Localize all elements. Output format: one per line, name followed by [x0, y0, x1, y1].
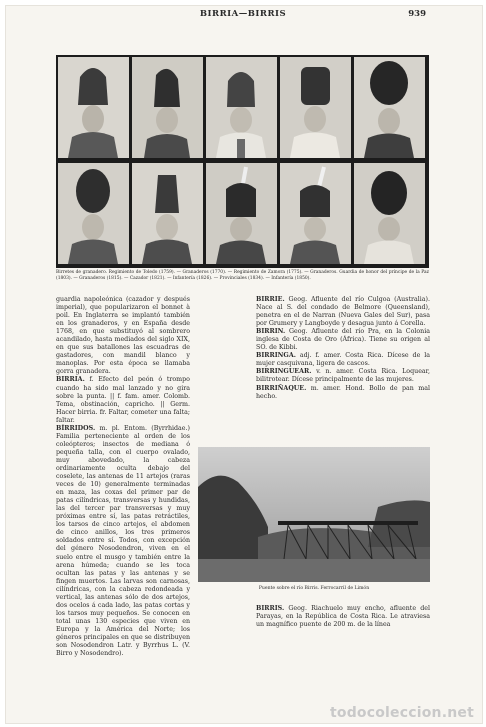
paragraph-guardia	[56, 296, 190, 376]
plate-figure	[132, 163, 203, 264]
entry-birrinaque	[256, 385, 430, 401]
definition: Geog. Afluente del río Pra, en la Colonia inglesa de Costa de Oro (África). Tiene su origen al SO. de Kibbi.	[256, 328, 430, 352]
headword: BIRRINGA.	[256, 352, 296, 360]
definition: Geog. Riachuelo muy encho, afluente del Parayas, en la República de Costa Rica. Le atraviesa un magnífico puente de 200 m. de la línea	[256, 605, 430, 629]
bridge-photo	[198, 447, 430, 582]
headword: BIRRIÑAQUE.	[256, 384, 307, 392]
photo-caption: Puente sobre el río Birris. Ferrocarril de Limón	[258, 586, 370, 591]
page-number: 939	[408, 9, 426, 19]
entry-birria	[56, 376, 190, 424]
plate-figure	[58, 57, 129, 158]
headword: BÍRRIDOS.	[56, 424, 96, 432]
plate-caption: Birretes de granadero. Regimiento de Toledo (1759). — Granaderos (1770). — Regimiento de Zamora (1775). — Granaderos. Guardia de honor del príncipe de la Paz (1803). — Granaderos (1815). — Cazador (1821). — Infantería (1826). — Provinciales (1834). — Infantería (1850).	[56, 270, 429, 282]
entry-birringuear	[256, 368, 430, 384]
entry-birringa	[256, 352, 430, 368]
definition: f. Efecto del peón ó trompo cuando ha sido mal lanzado y no gira sobre la punta. || f. fam. amer. Colomb. Tema, obstinación, capricho. || Germ. Hacer birria. fr. Faltar, cometer una falta; faltar.	[56, 376, 190, 424]
definition: adj. f. amer. Costa Rica. Dícese de la mujer casquivana, ligera de cascos.	[256, 352, 430, 368]
plate-figure	[280, 57, 351, 158]
definition: v. n. amer. Costa Rica. Loquear, bilitrotear. Dícese principalmente de las mujeres.	[256, 368, 430, 384]
plate-figure	[206, 57, 277, 158]
running-title: BIRRIA—BIRRIS	[199, 9, 287, 19]
right-column-lower	[256, 605, 430, 629]
plate-figure	[132, 57, 203, 158]
definition: m. amer. Hond. Bollo de pan mal hecho.	[256, 384, 430, 400]
paragraph-text: guardia napoleónica (cazador y después imperial), que popularizaron el bonnet à poil. En Inglaterra se implantó también en los granaderos, y en España desde 1768, en que substituyó al sombrero acandilado, hasta mediados del siglo XIX, en que sus batallones las escuadras de gastadores, con mandil blanco y manoplas. Por esta época se llamaba gorra granadera.	[56, 296, 190, 376]
entry-birrin	[256, 328, 430, 352]
entry-birrie	[256, 296, 430, 328]
left-column	[56, 296, 190, 658]
plate-figure	[280, 163, 351, 264]
plate-figure	[354, 57, 425, 158]
headword: BIRRIE.	[256, 296, 285, 303]
headword: BIRRIS.	[256, 605, 285, 612]
plate-figure	[206, 163, 277, 264]
definition: m. pl. Entom. (Byrrhidae.) Familia perteneciente al orden de los coleópteros; insectos de mediana ó pequeña talla, con el cuerpo ovalado, muy abovedado, la cabeza ordinariamente oculta debajo del coselete, las antenas de 11 artejos (raras veces de 10) generalmente terminadas en maza, las coxas del primer par de patas cilíndricas, transversas y hundidas, las del tercer par transversas y muy próximas entre sí, las patas retráctiles, los tarsos de cinco artejos, el abdomen de cinco anillos, los tres primeros soldados entre sí. Todos, con excepción del género Nosodendron, viven en el suelo entre el musgo y también entre la arena húmeda; cuando se les toca ocultan las patas y las antenas y se fingen muertos. Las larvas son carnosas, cilíndricas, con la cabeza redondeada y vertical, las antenas sólo de dos artejos, dos ocelos á cada lado, las patas cortas y los tarsos muy pequeños. Se conocen en total unas 130 especies que viven en Europa y la América del Norte; los géneros principales en que se distribuyen son Nosodendron Latr. y Byrrhus L. (V. Birro y Nosodendro).	[56, 424, 190, 658]
entry-birris	[256, 605, 430, 629]
plate-figure	[58, 163, 129, 264]
watermark: todocoleccion.net	[329, 705, 474, 721]
grenadier-caps-plate	[56, 55, 429, 268]
headword: BIRRIA.	[56, 376, 85, 384]
headword: BIRRIN.	[256, 328, 286, 336]
headword: BIRRINGUEAR.	[256, 368, 312, 376]
page-header	[0, 9, 486, 23]
definition: Geog. Afluente del río Culgoa (Australia). Nace al S. del condado de Belmore (Queensland), penetra en el de Narran (Nueva Gales del Sur), pasa por Grumery y Langboyde y desagua junto á Corella.	[256, 296, 430, 328]
right-column	[256, 296, 430, 401]
entry-birridos	[56, 425, 190, 658]
plate-figure	[354, 163, 425, 264]
